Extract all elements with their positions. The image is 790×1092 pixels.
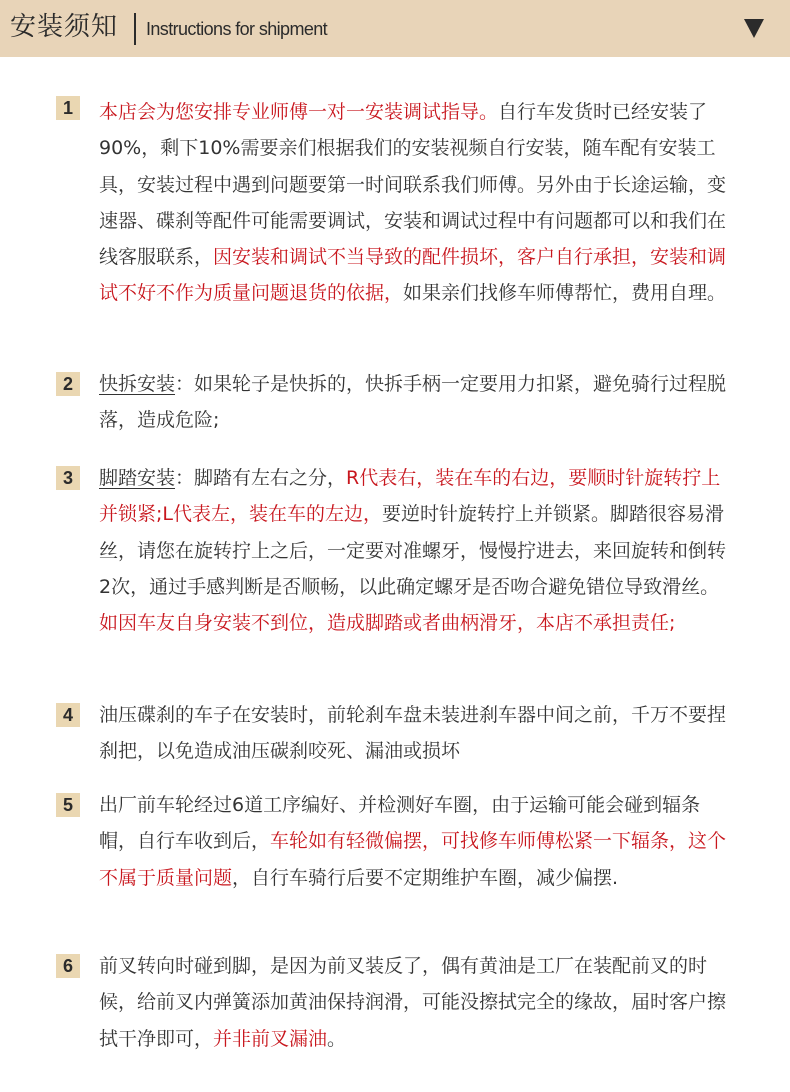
body-text: ：如果轮子是快拆的，快拆手柄一定要用力扣紧，避免骑行过程脱落，造成危险; bbox=[99, 373, 727, 432]
body-text: ，自行车骑行后要不定期维护车圈，减少偏摆. bbox=[232, 866, 619, 889]
item-number-badge: 5 bbox=[56, 793, 80, 817]
header-bar bbox=[0, 0, 790, 57]
highlight-text: 本店会为您安排专业师傅一对一安装调试指导。 bbox=[99, 101, 499, 123]
header-title: 安装须知 bbox=[10, 12, 119, 42]
body-text: 如果亲们找修车师傅帮忙，费用自理。 bbox=[403, 282, 727, 305]
collapse-triangle-icon[interactable] bbox=[744, 19, 764, 38]
item-text bbox=[99, 366, 729, 439]
body-text: ：脚踏有左右之分， bbox=[175, 467, 347, 489]
item-number-badge: 4 bbox=[56, 703, 80, 727]
highlight-text: 并非前叉漏油 bbox=[213, 1027, 328, 1050]
highlight-text: 车轮如有轻微偏摆，可找修车师傅松紧一下辐条，这个不属于质量问题 bbox=[99, 830, 727, 889]
highlight-text: R代表右，装在车的右边，要顺时针旋转拧上并锁紧;L代表左，装在车的左边， bbox=[99, 467, 721, 526]
item-heading: 脚踏安装 bbox=[99, 467, 176, 489]
item-text bbox=[99, 697, 729, 770]
body-text: 油压碟刹的车子在安装时，前轮刹车盘未装进刹车器中间之前，千万不要捏刹把，以免造成油压碳刹咬死、漏油或损坏 bbox=[99, 704, 727, 763]
highlight-text: 如因车友自身安装不到位，造成脚踏或者曲柄滑牙，本店不承担责任; bbox=[99, 612, 676, 635]
item-heading: 快拆安装 bbox=[99, 373, 176, 395]
header-subtitle: Instructions for shipment bbox=[146, 19, 328, 39]
header-divider bbox=[134, 13, 136, 45]
item-number-badge: 1 bbox=[56, 96, 80, 120]
item-text bbox=[99, 94, 729, 312]
item-number-badge: 6 bbox=[56, 954, 80, 978]
body-text: 要逆时针旋转拧上并锁紧。脚踏很容易滑丝，请您在旋转拧上之后，一定要对准螺牙，慢慢拧进去，来回旋转和倒转2次，通过手感判断是否顺畅，以此确定螺牙是否吻合避免错位导致滑丝。 bbox=[99, 503, 727, 598]
body-text: 出厂前车轮经过6道工序编好、并检测好车圈，由于运输可能会碰到辐条帽，自行车收到后， bbox=[99, 794, 701, 853]
body-text: 前叉转向时碰到脚，是因为前叉装反了，偶有黄油是工厂在装配前叉的时候，给前叉内弹簧添加黄油保持润滑，可能没擦拭完全的缘故，届时客户擦拭干净即可， bbox=[99, 955, 727, 1050]
item-text bbox=[99, 787, 729, 896]
body-text: 自行车发货时已经安装了90%，剩下10%需要亲们根据我们的安装视频自行安装，随车配有安装工具，安装过程中遇到问题要第一时间联系我们师傅。另外由于长途运输，变速器、碟刹等配件可能需要调试，安装和调试过程中有问题都可以和我们在线客服联系， bbox=[99, 101, 727, 269]
item-text bbox=[99, 460, 729, 641]
highlight-text: 因安装和调试不当导致的配件损坏，客户自行承担，安装和调试不好不作为质量问题退货的依据， bbox=[99, 246, 727, 305]
body-text: 。 bbox=[327, 1027, 347, 1050]
item-number-badge: 2 bbox=[56, 372, 80, 396]
item-text bbox=[99, 948, 729, 1057]
item-number-badge: 3 bbox=[56, 466, 80, 490]
